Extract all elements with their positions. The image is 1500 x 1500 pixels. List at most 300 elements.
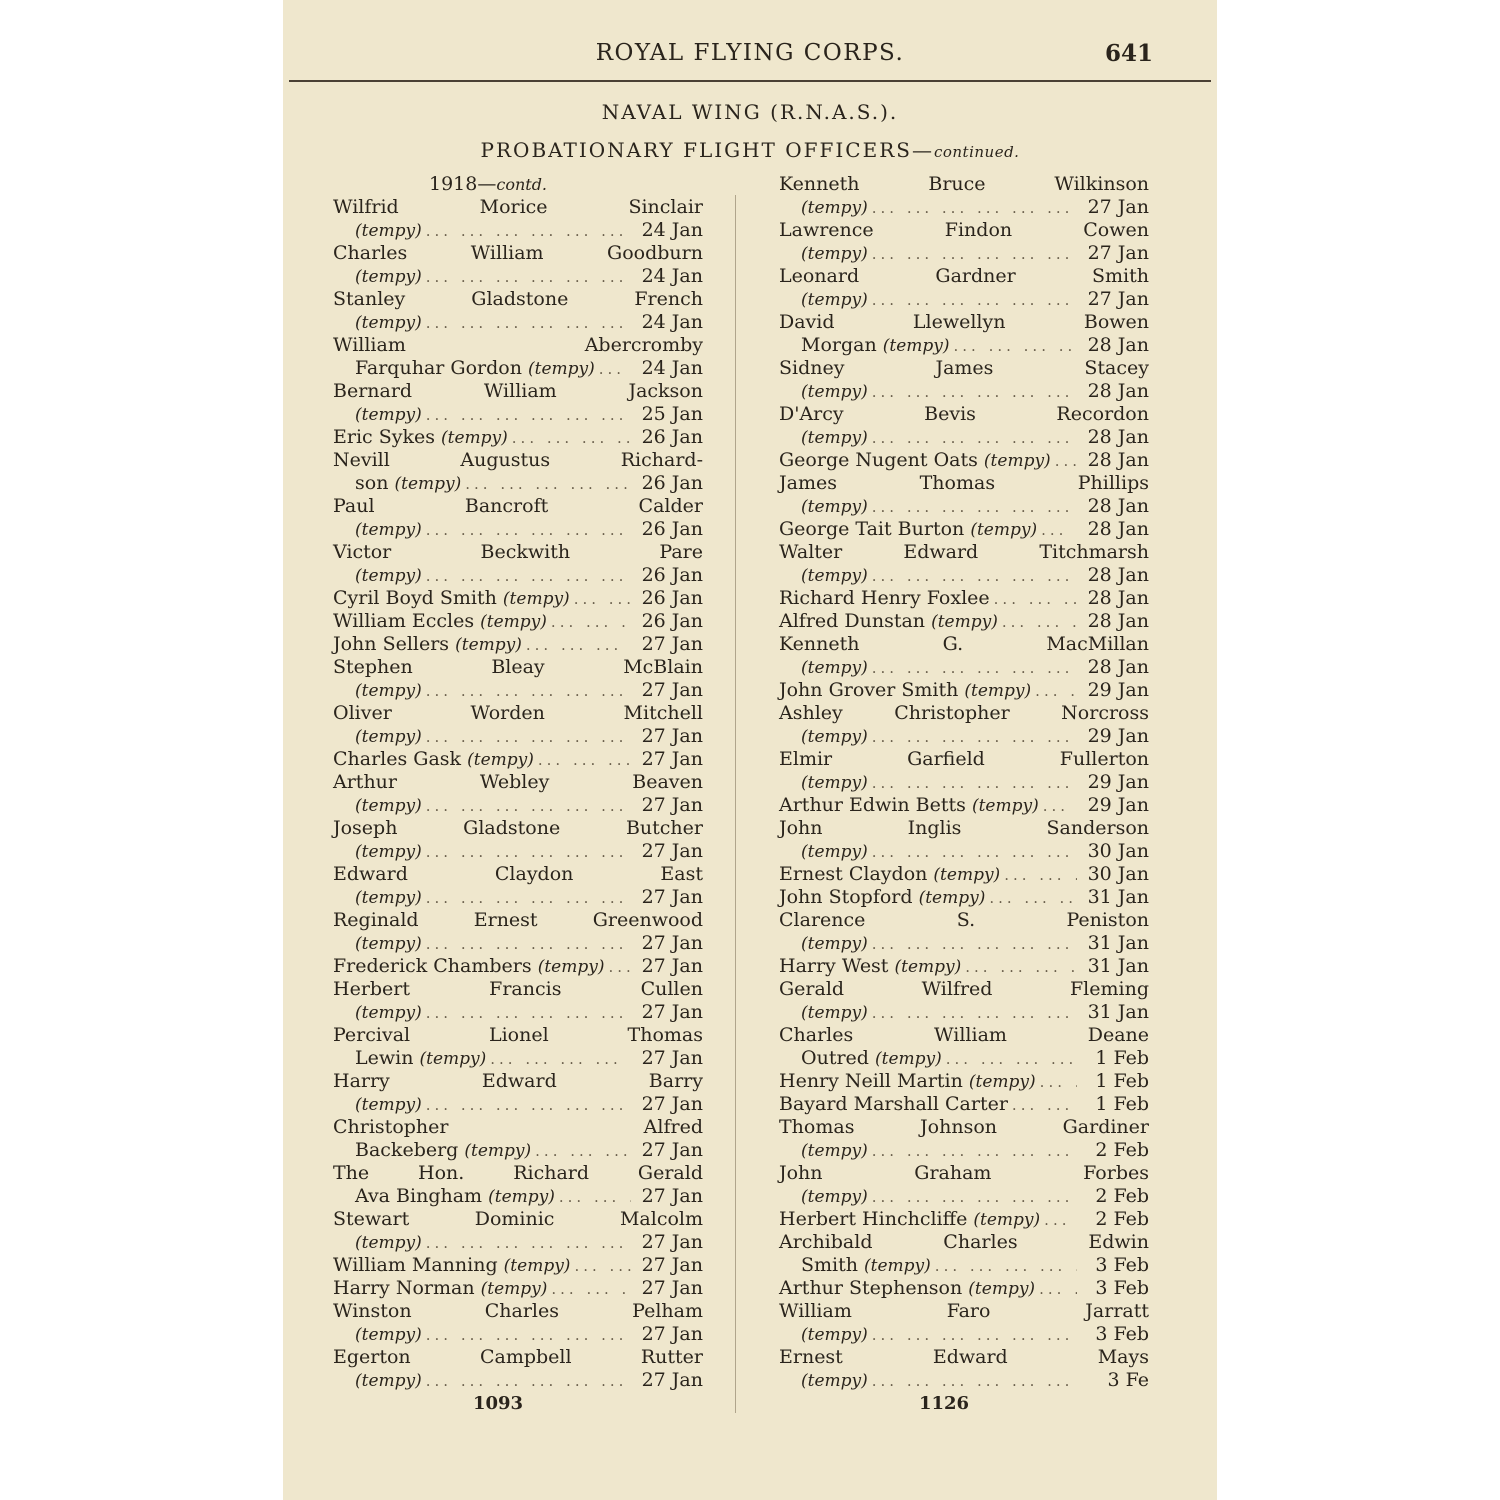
dot-leader: [1036, 1071, 1077, 1094]
tempy-label: (tempy): [801, 497, 868, 517]
appointment-date: 26 Jan: [641, 610, 703, 632]
dot-leader: [422, 680, 631, 703]
appointment-date: 27 Jan: [641, 932, 703, 954]
name-text: Backeberg: [355, 1139, 459, 1161]
appointment-date: 28 Jan: [1087, 656, 1149, 678]
dot-leader: [422, 404, 631, 427]
dot-leader: [1037, 519, 1077, 542]
list-item: [779, 1070, 1149, 1093]
list-item: [779, 449, 1149, 472]
officer-name-cont: [779, 518, 1037, 542]
tempy-label: (tempy): [355, 681, 422, 701]
officer-date-line: [779, 334, 1149, 357]
tempy-label: (tempy): [502, 589, 570, 609]
dot-leader: [1008, 1094, 1077, 1117]
appointment-date: 27 Jan: [641, 1047, 703, 1069]
officer-date-line: [779, 1047, 1149, 1070]
list-item: [333, 771, 703, 817]
tempy-label: (tempy): [355, 1095, 422, 1115]
dot-leader: [422, 887, 631, 910]
tempy-label: (tempy): [355, 1003, 422, 1023]
appointment-date: 2 Feb: [1095, 1208, 1149, 1230]
officer-date-line: [779, 794, 1149, 817]
tempy-label: (tempy): [801, 198, 868, 218]
officer-date-line: [333, 840, 703, 863]
list-item: [333, 702, 703, 748]
appointment-date: 28 Jan: [1087, 495, 1149, 517]
list-item: [333, 541, 703, 587]
officer-date-line: [779, 1323, 1149, 1346]
officer-name-cont: [355, 1185, 555, 1209]
right-column: [779, 173, 1149, 1415]
officer-name: Clarence S. Peniston: [779, 909, 1149, 931]
officer-name-cont: [779, 794, 1039, 818]
tempy-label: (tempy): [355, 405, 422, 425]
officer-name-cont: [779, 1208, 1040, 1232]
officer-date-line: [333, 1001, 703, 1024]
list-item: [779, 1116, 1149, 1162]
tempy-label: (tempy): [480, 1279, 548, 1299]
appointment-date: 27 Jan: [1087, 288, 1149, 310]
tempy-label: (tempy): [918, 888, 986, 908]
column-count: 1093: [472, 1393, 524, 1414]
dot-leader: [868, 772, 1077, 795]
officer-date-line: [779, 610, 1149, 633]
name-text: Ava Bingham: [355, 1185, 483, 1207]
officer-name: Harry Edward Barry: [333, 1070, 703, 1092]
dot-leader: [868, 1370, 1077, 1393]
officer-name-cont: [355, 886, 422, 910]
tempy-label: (tempy): [801, 290, 868, 310]
list-item: [333, 449, 703, 495]
tempy-label: (tempy): [801, 1003, 868, 1023]
dot-leader: [942, 1048, 1077, 1071]
officer-date-line: [779, 840, 1149, 863]
appointment-date: 25 Jan: [641, 403, 703, 425]
officer-date-line: [779, 288, 1149, 311]
dot-leader: [422, 1232, 631, 1255]
officer-date-line: [333, 1047, 703, 1070]
appointment-date: 27 Jan: [641, 1277, 703, 1299]
name-text: Arthur Stephenson: [779, 1277, 963, 1299]
tempy-label: (tempy): [801, 934, 868, 954]
list-item: [779, 955, 1149, 978]
appointment-date: 3 Feb: [1095, 1254, 1149, 1276]
appointment-date: 3 Fe: [1107, 1369, 1149, 1391]
tempy-label: (tempy): [801, 1141, 868, 1161]
appointment-date: 29 Jan: [1087, 679, 1149, 701]
name-text: Charles Gask: [333, 748, 462, 770]
appointment-date: 27 Jan: [641, 1093, 703, 1115]
officer-name: David Llewellyn Bowen: [779, 311, 1149, 333]
officer-date-line: [333, 1231, 703, 1254]
appointment-date: 27 Jan: [641, 955, 703, 977]
appointment-date: 26 Jan: [641, 472, 703, 494]
appointment-date: 28 Jan: [1087, 426, 1149, 448]
officer-name: Ashley Christopher Norcross: [779, 702, 1149, 724]
officer-name-cont: [779, 1093, 1008, 1116]
tempy-label: (tempy): [875, 1049, 942, 1069]
dot-leader: [985, 887, 1077, 910]
page-number: 641: [1104, 40, 1153, 67]
officer-date-line: [333, 311, 703, 334]
dot-leader: [422, 519, 631, 542]
tempy-label: (tempy): [503, 1256, 571, 1276]
dot-leader: [555, 1186, 631, 1209]
officer-name: Reginald Ernest Greenwood: [333, 909, 703, 931]
dot-leader: [868, 197, 1077, 220]
appointment-date: 30 Jan: [1087, 863, 1149, 885]
name-text: George Tait Burton: [779, 518, 965, 540]
tempy-label: (tempy): [970, 520, 1038, 540]
tempy-label: (tempy): [801, 428, 868, 448]
list-item: [333, 656, 703, 702]
appointment-date: 28 Jan: [1087, 587, 1149, 609]
officer-name-cont: [801, 426, 868, 450]
dot-leader: [1039, 795, 1077, 818]
officer-name: Sidney James Stacey: [779, 357, 1149, 379]
list-item: [779, 817, 1149, 863]
officer-date-line: [333, 1093, 703, 1116]
officer-name-cont: [355, 1047, 486, 1071]
officer-name-cont: [355, 564, 422, 588]
officer-name: Elmir Garfield Fullerton: [779, 748, 1149, 770]
dot-leader: [868, 565, 1077, 588]
subsection-title: [283, 138, 1217, 162]
tempy-label: (tempy): [355, 888, 422, 908]
officer-name-cont: [779, 886, 985, 910]
officer-name-cont: [801, 242, 868, 266]
year-heading: [333, 173, 703, 196]
officer-date-line: [779, 495, 1149, 518]
page-title: ROYAL FLYING CORPS.: [595, 40, 905, 66]
officer-date-line: [779, 656, 1149, 679]
dot-leader: [534, 749, 631, 772]
dot-leader: [570, 1255, 631, 1278]
name-text: Richard Henry Foxlee: [779, 587, 990, 609]
dot-leader: [595, 358, 631, 381]
officer-name: Herbert Francis Cullen: [333, 978, 703, 1000]
appointment-date: 27 Jan: [641, 1231, 703, 1253]
tempy-label: (tempy): [801, 244, 868, 264]
appointment-date: 24 Jan: [641, 357, 703, 379]
list-item: [333, 1070, 703, 1116]
dot-leader: [868, 1002, 1077, 1025]
dot-leader: [868, 289, 1077, 312]
dot-leader: [868, 1140, 1077, 1163]
tempy-label: (tempy): [355, 313, 422, 333]
officer-name-cont: [801, 1369, 868, 1393]
list-item: [333, 426, 703, 449]
officer-name-cont: [355, 1369, 422, 1393]
officer-name: The Hon. Richard Gerald: [333, 1162, 703, 1184]
name-text: George Nugent Oats: [779, 449, 978, 471]
officer-date-line: [779, 1277, 1149, 1300]
officer-name: John Graham Forbes: [779, 1162, 1149, 1184]
list-item: [333, 863, 703, 909]
appointment-date: 28 Jan: [1087, 380, 1149, 402]
tempy-label: (tempy): [801, 773, 868, 793]
officer-name-cont: [333, 587, 570, 611]
tempy-label: (tempy): [355, 1233, 422, 1253]
officer-date-line: [779, 932, 1149, 955]
list-item: [333, 633, 703, 656]
list-item: [779, 679, 1149, 702]
dot-leader: [868, 657, 1077, 680]
tempy-label: (tempy): [968, 1279, 1036, 1299]
tempy-label: (tempy): [933, 865, 1001, 885]
officer-name: Victor Beckwith Pare: [333, 541, 703, 563]
officer-name-cont: [355, 725, 422, 749]
tempy-label: (tempy): [801, 1187, 868, 1207]
officer-name: Charles William Deane: [779, 1024, 1149, 1046]
name-text: Arthur Edwin Betts: [779, 794, 966, 816]
officer-name-cont: [355, 265, 422, 289]
list-item: [333, 1208, 703, 1254]
dot-leader: [508, 427, 631, 450]
officer-name-cont: [801, 932, 868, 956]
officer-name: Stanley Gladstone French: [333, 288, 703, 310]
appointment-date: 27 Jan: [641, 1323, 703, 1345]
officer-name: William Faro Jarratt: [779, 1300, 1149, 1322]
officer-name-cont: [355, 679, 422, 703]
tempy-label: (tempy): [801, 658, 868, 678]
officer-name-cont: [779, 679, 1031, 703]
tempy-label: (tempy): [801, 1371, 868, 1391]
list-item: [333, 610, 703, 633]
appointment-date: 1 Feb: [1095, 1047, 1149, 1069]
running-head: [283, 40, 1217, 72]
appointment-date: 27 Jan: [1087, 196, 1149, 218]
list-item: [333, 1300, 703, 1346]
officer-date-line: [779, 1208, 1149, 1231]
officer-name-cont: [333, 1277, 547, 1301]
tempy-label: (tempy): [355, 934, 422, 954]
officer-name-cont: [779, 863, 1000, 887]
officer-date-line: [779, 1185, 1149, 1208]
appointment-date: 24 Jan: [641, 311, 703, 333]
officer-date-line: [333, 357, 703, 380]
officer-name-cont: [801, 1254, 931, 1278]
appointment-date: 27 Jan: [641, 748, 703, 770]
list-item: [333, 909, 703, 955]
tempy-label: (tempy): [971, 796, 1039, 816]
dot-leader: [950, 335, 1077, 358]
list-item: [779, 909, 1149, 955]
appointment-date: 3 Feb: [1095, 1323, 1149, 1345]
officer-name-cont: [801, 725, 868, 749]
officer-name: Ernest Edward Mays: [779, 1346, 1149, 1368]
officer-name: Arthur Webley Beaven: [333, 771, 703, 793]
officer-date-line: [779, 587, 1149, 610]
officer-date-line: [779, 564, 1149, 587]
officer-name: Joseph Gladstone Butcher: [333, 817, 703, 839]
appointment-date: 27 Jan: [641, 840, 703, 862]
list-item: [779, 1162, 1149, 1208]
officer-date-line: [333, 1369, 703, 1392]
dot-leader: [531, 1140, 631, 1163]
officer-name: Thomas Johnson Gardiner: [779, 1116, 1149, 1138]
list-item: [333, 748, 703, 771]
officer-name: Stewart Dominic Malcolm: [333, 1208, 703, 1230]
dot-leader: [1031, 680, 1077, 703]
officer-name-cont: [801, 1185, 868, 1209]
dot-leader: [1000, 864, 1077, 887]
officer-date-line: [333, 633, 703, 656]
tempy-label: (tempy): [488, 1187, 555, 1207]
list-item: [333, 242, 703, 288]
officer-name-cont: [801, 495, 868, 519]
officer-name: Leonard Gardner Smith: [779, 265, 1149, 287]
officer-date-line: [333, 403, 703, 426]
list-item: [779, 978, 1149, 1024]
officer-name: Kenneth Bruce Wilkinson: [779, 173, 1149, 195]
tempy-label: (tempy): [355, 566, 422, 586]
appointment-date: 28 Jan: [1087, 334, 1149, 356]
list-item: [333, 1254, 703, 1277]
tempy-label: (tempy): [394, 474, 462, 494]
list-item: [779, 633, 1149, 679]
appointment-date: 27 Jan: [1087, 242, 1149, 264]
appointment-date: 3 Feb: [1095, 1277, 1149, 1299]
tempy-label: (tempy): [355, 796, 422, 816]
officer-name-cont: [801, 656, 868, 680]
officer-date-line: [333, 725, 703, 748]
tempy-label: (tempy): [931, 612, 998, 632]
name-text: John Stopford: [779, 886, 913, 908]
officer-name-cont: [355, 794, 422, 818]
officer-name-cont: [355, 1093, 422, 1117]
dot-leader: [868, 1186, 1077, 1209]
list-item: [333, 334, 703, 380]
subsection-suffix: continued.: [933, 143, 1020, 161]
officer-date-line: [779, 518, 1149, 541]
officer-name-cont: [355, 932, 422, 956]
list-item: [779, 1346, 1149, 1392]
officer-date-line: [333, 886, 703, 909]
appointment-date: 27 Jan: [641, 679, 703, 701]
officer-name-cont: [779, 955, 961, 979]
officer-name: William Abercromby: [333, 334, 703, 356]
officer-name-cont: [801, 1323, 868, 1347]
tempy-label: (tempy): [355, 1371, 422, 1391]
officer-date-line: [779, 679, 1149, 702]
dot-leader: [422, 841, 631, 864]
appointment-date: 2 Feb: [1095, 1185, 1149, 1207]
dot-leader: [570, 588, 631, 611]
appointment-date: 31 Jan: [1087, 932, 1149, 954]
appointment-date: 27 Jan: [641, 794, 703, 816]
name-text: Henry Neill Martin: [779, 1070, 963, 1092]
list-item: [779, 541, 1149, 587]
officer-name-cont: [333, 955, 604, 979]
officer-date-line: [779, 886, 1149, 909]
dot-leader: [422, 565, 631, 588]
officer-name-cont: [355, 1001, 422, 1025]
tempy-label: (tempy): [968, 1072, 1036, 1092]
tempy-label: (tempy): [801, 727, 868, 747]
list-item: [333, 1346, 703, 1392]
officer-name-cont: [801, 1001, 868, 1025]
name-text: William Eccles: [333, 610, 475, 632]
officer-date-line: [333, 932, 703, 955]
appointment-date: 1 Feb: [1095, 1070, 1149, 1092]
officer-date-line: [333, 219, 703, 242]
tempy-label: (tempy): [419, 1049, 487, 1069]
appointment-date: 26 Jan: [641, 426, 703, 448]
officer-name: Kenneth G. MacMillan: [779, 633, 1149, 655]
list-item: [779, 1231, 1149, 1277]
officer-name-cont: [779, 610, 998, 634]
tempy-label: (tempy): [355, 221, 422, 241]
dot-leader: [422, 726, 631, 749]
officer-name-cont: [333, 1254, 570, 1278]
list-item: [333, 495, 703, 541]
name-text: Herbert Hinchcliffe: [779, 1208, 968, 1230]
dot-leader: [422, 1324, 631, 1347]
name-text: son: [355, 472, 389, 494]
appointment-date: 2 Feb: [1095, 1139, 1149, 1161]
appointment-date: 1 Feb: [1095, 1093, 1149, 1115]
appointment-date: 30 Jan: [1087, 840, 1149, 862]
officer-date-line: [779, 1369, 1149, 1392]
list-item: [779, 403, 1149, 449]
officer-date-line: [779, 863, 1149, 886]
dot-leader: [547, 611, 631, 634]
list-item: [333, 978, 703, 1024]
dot-leader: [547, 1278, 631, 1301]
officer-name-cont: [801, 564, 868, 588]
officer-name-cont: [355, 472, 461, 496]
officer-date-line: [779, 1001, 1149, 1024]
officer-name: D'Arcy Bevis Recordon: [779, 403, 1149, 425]
officer-name-cont: [355, 403, 422, 427]
list-item: [779, 357, 1149, 403]
officer-name-cont: [333, 748, 534, 772]
name-text: Harry Norman: [333, 1277, 475, 1299]
officer-name: Charles William Goodburn: [333, 242, 703, 264]
tempy-label: (tempy): [355, 727, 422, 747]
dot-leader: [522, 634, 631, 657]
name-text: John Grover Smith: [779, 679, 959, 701]
appointment-date: 31 Jan: [1087, 886, 1149, 908]
appointment-date: 27 Jan: [641, 1139, 703, 1161]
list-item: [779, 748, 1149, 794]
officer-name-cont: [355, 357, 595, 381]
officer-name-cont: [801, 1047, 942, 1071]
name-text: Smith: [801, 1254, 858, 1276]
appointment-date: 26 Jan: [641, 587, 703, 609]
appointment-date: 26 Jan: [641, 518, 703, 540]
tempy-label: (tempy): [983, 451, 1051, 471]
tempy-label: (tempy): [801, 566, 868, 586]
officer-name-cont: [355, 311, 422, 335]
dot-leader: [990, 588, 1077, 611]
appointment-date: 27 Jan: [641, 886, 703, 908]
year-text: 1918—: [429, 173, 497, 195]
officer-date-line: [779, 1254, 1149, 1277]
dot-leader: [422, 933, 631, 956]
name-text: Eric Sykes: [333, 426, 435, 448]
appointment-date: 26 Jan: [641, 564, 703, 586]
officer-name: Edward Claydon East: [333, 863, 703, 885]
tempy-label: (tempy): [894, 957, 962, 977]
officer-date-line: [333, 564, 703, 587]
subsection-title-text: PROBATIONARY FLIGHT OFFICERS—: [480, 138, 934, 162]
document-page: [283, 0, 1217, 1500]
list-item: [779, 173, 1149, 219]
list-item: [333, 1277, 703, 1300]
